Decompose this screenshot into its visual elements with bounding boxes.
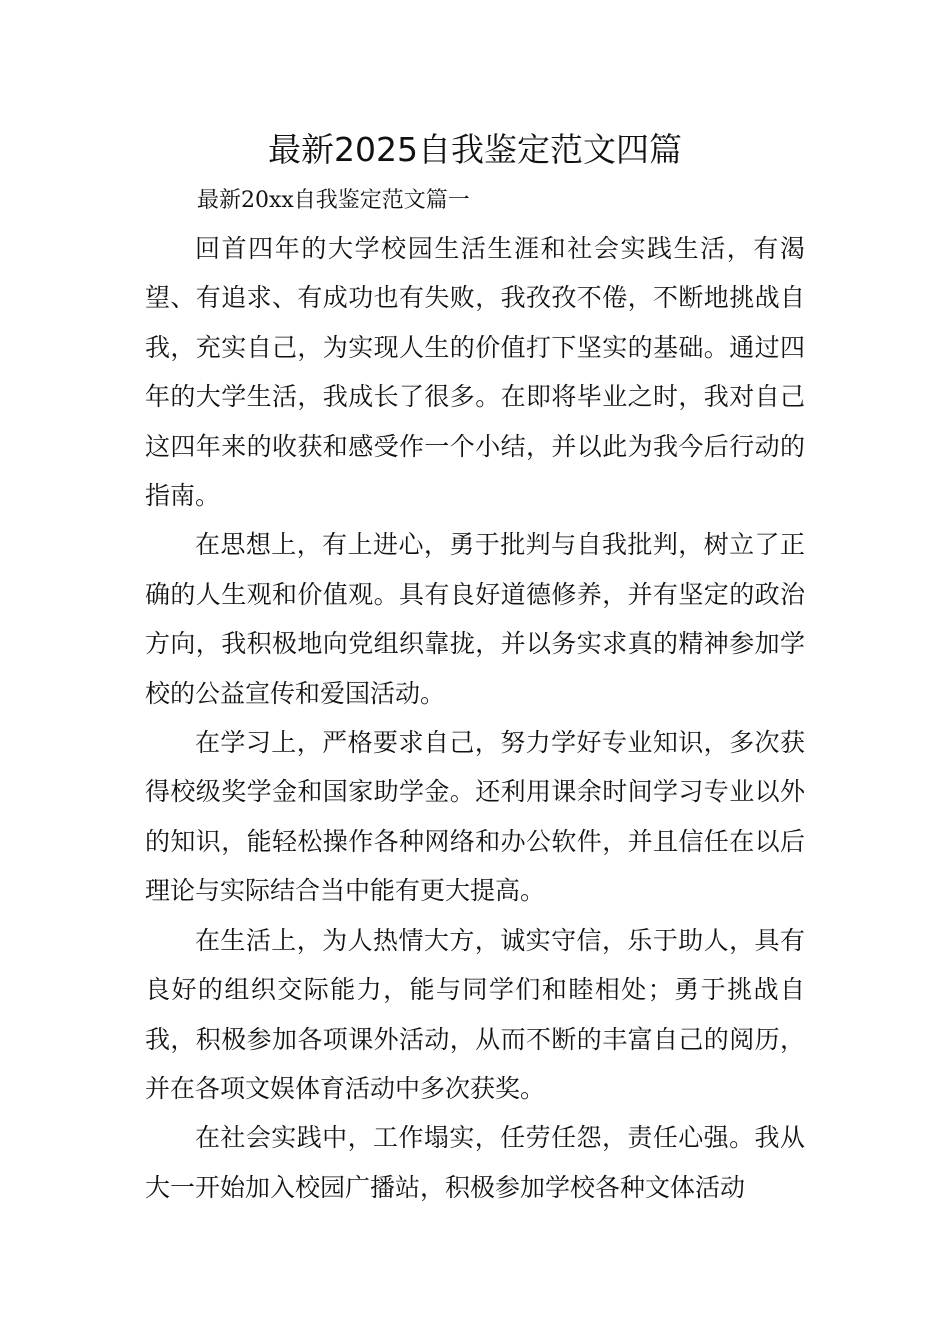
section-heading: 最新20xx自我鉴定范文篇一 bbox=[197, 188, 470, 213]
paragraph: 在思想上，有上进心，勇于批判与自我批判，树立了正确的人生观和价值观。具有良好道德修养，并有坚定的政治方向，我积极地向党组织靠拢，并以务实求真的精神参加学校的公益宣传和爱国活动。 bbox=[145, 530, 805, 708]
document-title: 最新2025自我鉴定范文四篇 bbox=[268, 130, 682, 169]
paragraph: 在社会实践中，工作塌实，任劳任怨，责任心强。我从大一开始加入校园广播站，积极参加学校各种文体活动 bbox=[145, 1123, 805, 1202]
document-body bbox=[145, 224, 805, 1212]
paragraph: 在学习上，严格要求自己，努力学好专业知识，多次获得校级奖学金和国家助学金。还利用课余时间学习专业以外的知识，能轻松操作各种网络和办公软件，并且信任在以后理论与实际结合当中能有更大提高。 bbox=[145, 728, 805, 906]
paragraph: 在生活上，为人热情大方，诚实守信，乐于助人，具有良好的组织交际能力，能与同学们和睦相处；勇于挑战自我，积极参加各项课外活动，从而不断的丰富自己的阅历，并在各项文娱体育活动中多次获奖。 bbox=[145, 925, 805, 1103]
paragraph: 回首四年的大学校园生活生涯和社会实践生活，有渴望、有追求、有成功也有失败，我孜孜不倦，不断地挑战自我，充实自己，为实现人生的价值打下坚实的基础。通过四年的大学生活，我成长了很多。在即将毕业之时，我对自己这四年来的收获和感受作一个小结，并以此为我今后行动的指南。 bbox=[145, 234, 805, 511]
